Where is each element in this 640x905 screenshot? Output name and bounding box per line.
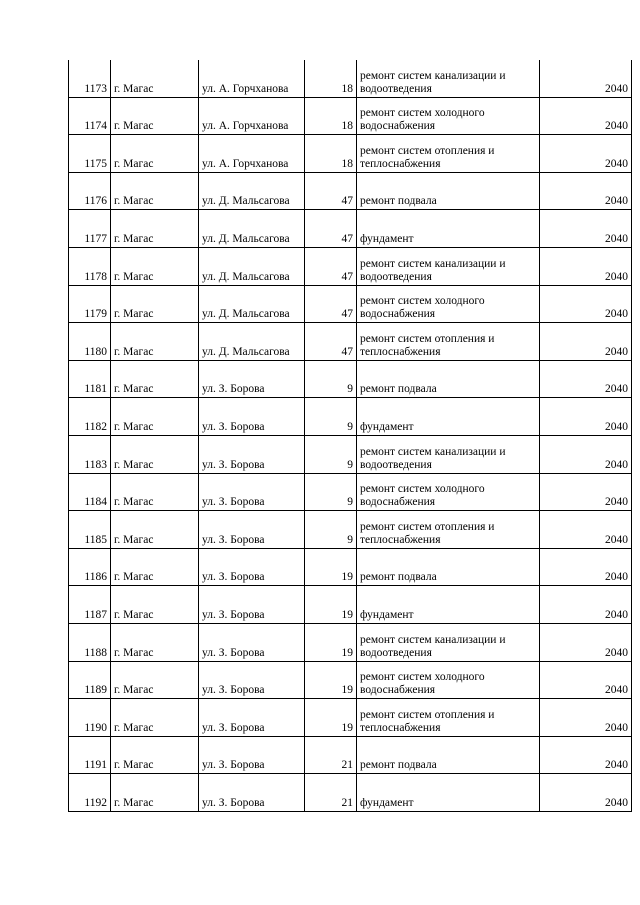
house-number-cell: 19 — [305, 623, 357, 661]
row-number-cell: 1175 — [69, 135, 111, 173]
house-number-cell: 21 — [305, 774, 357, 812]
row-number-cell: 1177 — [69, 210, 111, 248]
street-cell: ул. А. Горчханова — [199, 60, 305, 97]
work-type-cell: ремонт систем холодного водоснабжения — [357, 473, 540, 511]
year-cell: 2040 — [540, 285, 632, 323]
street-cell: ул. З. Борова — [199, 435, 305, 473]
table-row — [69, 172, 632, 210]
table-row — [69, 548, 632, 586]
table-row — [69, 97, 632, 135]
work-type-cell: ремонт систем отопления и теплоснабжения — [357, 511, 540, 549]
house-number-cell: 21 — [305, 736, 357, 774]
house-number-cell: 47 — [305, 323, 357, 361]
repair-schedule-table — [68, 60, 632, 812]
street-cell: ул. З. Борова — [199, 774, 305, 812]
row-number-cell: 1182 — [69, 398, 111, 436]
city-cell: г. Магас — [111, 435, 199, 473]
city-cell: г. Магас — [111, 60, 199, 97]
city-cell: г. Магас — [111, 285, 199, 323]
work-type-cell: ремонт систем канализации и водоотведения — [357, 247, 540, 285]
row-number-cell: 1190 — [69, 699, 111, 737]
table-row — [69, 135, 632, 173]
house-number-cell: 18 — [305, 97, 357, 135]
house-number-cell: 9 — [305, 435, 357, 473]
street-cell: ул. З. Борова — [199, 548, 305, 586]
street-cell: ул. З. Борова — [199, 586, 305, 624]
street-cell: ул. Д. Мальсагова — [199, 247, 305, 285]
work-type-cell: ремонт систем канализации и водоотведения — [357, 435, 540, 473]
work-type-cell: фундамент — [357, 774, 540, 812]
year-cell: 2040 — [540, 323, 632, 361]
city-cell: г. Магас — [111, 548, 199, 586]
city-cell: г. Магас — [111, 699, 199, 737]
year-cell: 2040 — [540, 661, 632, 699]
street-cell: ул. А. Горчханова — [199, 97, 305, 135]
year-cell: 2040 — [540, 586, 632, 624]
street-cell: ул. З. Борова — [199, 623, 305, 661]
table-row — [69, 210, 632, 248]
table-row — [69, 285, 632, 323]
table-row — [69, 323, 632, 361]
table-row — [69, 360, 632, 398]
table-row — [69, 774, 632, 812]
row-number-cell: 1188 — [69, 623, 111, 661]
row-number-cell: 1192 — [69, 774, 111, 812]
city-cell: г. Магас — [111, 586, 199, 624]
street-cell: ул. А. Горчханова — [199, 135, 305, 173]
house-number-cell: 19 — [305, 548, 357, 586]
work-type-cell: ремонт систем отопления и теплоснабжения — [357, 323, 540, 361]
work-type-cell: ремонт систем холодного водоснабжения — [357, 97, 540, 135]
year-cell: 2040 — [540, 699, 632, 737]
table-row — [69, 699, 632, 737]
house-number-cell: 18 — [305, 60, 357, 97]
year-cell: 2040 — [540, 511, 632, 549]
house-number-cell: 19 — [305, 699, 357, 737]
house-number-cell: 18 — [305, 135, 357, 173]
row-number-cell: 1183 — [69, 435, 111, 473]
street-cell: ул. Д. Мальсагова — [199, 210, 305, 248]
table-row — [69, 511, 632, 549]
row-number-cell: 1189 — [69, 661, 111, 699]
street-cell: ул. З. Борова — [199, 511, 305, 549]
row-number-cell: 1180 — [69, 323, 111, 361]
year-cell: 2040 — [540, 774, 632, 812]
city-cell: г. Магас — [111, 323, 199, 361]
table-body — [69, 60, 632, 811]
year-cell: 2040 — [540, 172, 632, 210]
work-type-cell: ремонт систем отопления и теплоснабжения — [357, 699, 540, 737]
year-cell: 2040 — [540, 60, 632, 97]
table-row — [69, 586, 632, 624]
table-row — [69, 398, 632, 436]
row-number-cell: 1178 — [69, 247, 111, 285]
work-type-cell: ремонт подвала — [357, 172, 540, 210]
work-type-cell: фундамент — [357, 586, 540, 624]
year-cell: 2040 — [540, 360, 632, 398]
street-cell: ул. З. Борова — [199, 699, 305, 737]
house-number-cell: 47 — [305, 247, 357, 285]
work-type-cell: ремонт подвала — [357, 736, 540, 774]
table-row — [69, 736, 632, 774]
table-row — [69, 473, 632, 511]
house-number-cell: 9 — [305, 511, 357, 549]
city-cell: г. Магас — [111, 97, 199, 135]
table-row — [69, 661, 632, 699]
house-number-cell: 9 — [305, 398, 357, 436]
row-number-cell: 1184 — [69, 473, 111, 511]
year-cell: 2040 — [540, 435, 632, 473]
street-cell: ул. З. Борова — [199, 398, 305, 436]
year-cell: 2040 — [540, 623, 632, 661]
city-cell: г. Магас — [111, 661, 199, 699]
row-number-cell: 1173 — [69, 60, 111, 97]
house-number-cell: 47 — [305, 210, 357, 248]
city-cell: г. Магас — [111, 210, 199, 248]
table-row — [69, 435, 632, 473]
year-cell: 2040 — [540, 247, 632, 285]
city-cell: г. Магас — [111, 247, 199, 285]
row-number-cell: 1191 — [69, 736, 111, 774]
house-number-cell: 9 — [305, 473, 357, 511]
year-cell: 2040 — [540, 135, 632, 173]
work-type-cell: ремонт систем канализации и водоотведения — [357, 60, 540, 97]
city-cell: г. Магас — [111, 172, 199, 210]
work-type-cell: фундамент — [357, 398, 540, 436]
street-cell: ул. З. Борова — [199, 736, 305, 774]
city-cell: г. Магас — [111, 135, 199, 173]
work-type-cell: ремонт систем отопления и теплоснабжения — [357, 135, 540, 173]
house-number-cell: 19 — [305, 661, 357, 699]
row-number-cell: 1174 — [69, 97, 111, 135]
work-type-cell: ремонт систем холодного водоснабжения — [357, 285, 540, 323]
row-number-cell: 1181 — [69, 360, 111, 398]
row-number-cell: 1185 — [69, 511, 111, 549]
year-cell: 2040 — [540, 97, 632, 135]
city-cell: г. Магас — [111, 473, 199, 511]
table-row — [69, 247, 632, 285]
street-cell: ул. З. Борова — [199, 360, 305, 398]
street-cell: ул. Д. Мальсагова — [199, 323, 305, 361]
row-number-cell: 1179 — [69, 285, 111, 323]
house-number-cell: 47 — [305, 285, 357, 323]
house-number-cell: 19 — [305, 586, 357, 624]
work-type-cell: фундамент — [357, 210, 540, 248]
table-row — [69, 623, 632, 661]
year-cell: 2040 — [540, 548, 632, 586]
work-type-cell: ремонт подвала — [357, 548, 540, 586]
house-number-cell: 9 — [305, 360, 357, 398]
street-cell: ул. З. Борова — [199, 473, 305, 511]
city-cell: г. Магас — [111, 623, 199, 661]
city-cell: г. Магас — [111, 398, 199, 436]
row-number-cell: 1176 — [69, 172, 111, 210]
year-cell: 2040 — [540, 398, 632, 436]
street-cell: ул. Д. Мальсагова — [199, 172, 305, 210]
street-cell: ул. Д. Мальсагова — [199, 285, 305, 323]
year-cell: 2040 — [540, 736, 632, 774]
year-cell: 2040 — [540, 210, 632, 248]
street-cell: ул. З. Борова — [199, 661, 305, 699]
city-cell: г. Магас — [111, 774, 199, 812]
year-cell: 2040 — [540, 473, 632, 511]
table-row — [69, 60, 632, 97]
city-cell: г. Магас — [111, 360, 199, 398]
row-number-cell: 1187 — [69, 586, 111, 624]
work-type-cell: ремонт систем холодного водоснабжения — [357, 661, 540, 699]
house-number-cell: 47 — [305, 172, 357, 210]
city-cell: г. Магас — [111, 511, 199, 549]
work-type-cell: ремонт подвала — [357, 360, 540, 398]
work-type-cell: ремонт систем канализации и водоотведения — [357, 623, 540, 661]
row-number-cell: 1186 — [69, 548, 111, 586]
city-cell: г. Магас — [111, 736, 199, 774]
